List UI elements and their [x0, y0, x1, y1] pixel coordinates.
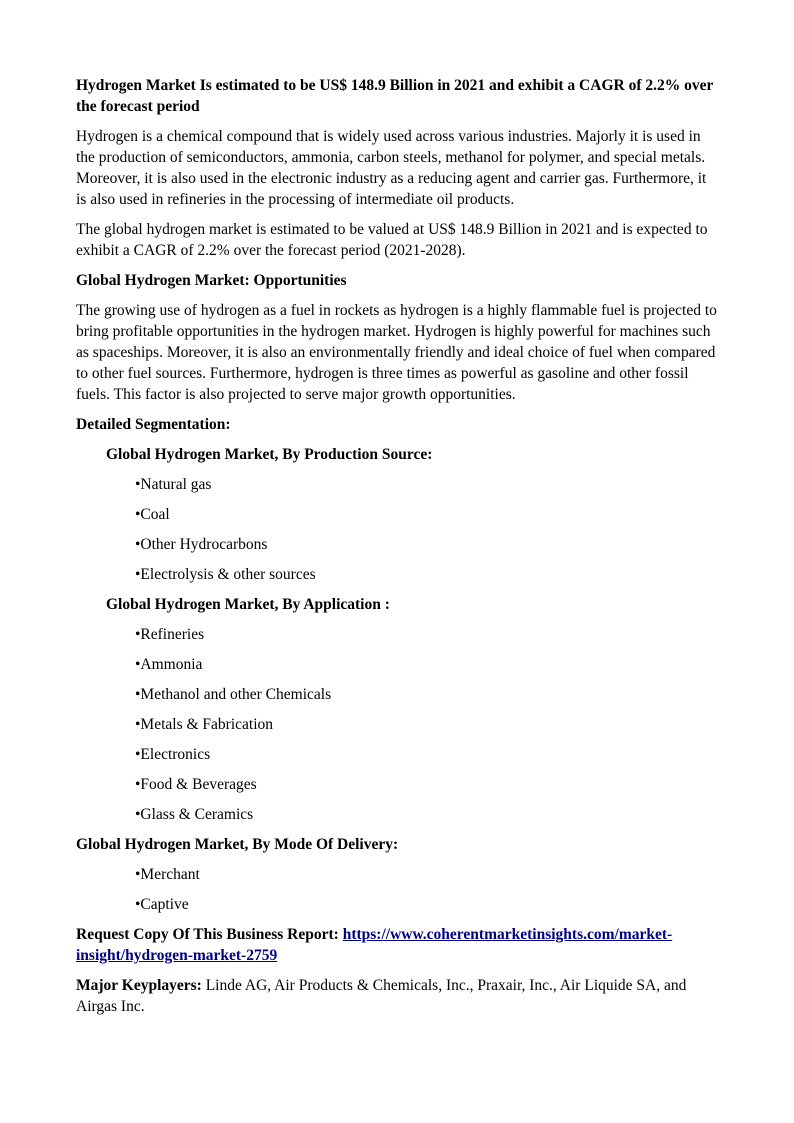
document-title: Hydrogen Market Is estimated to be US$ 148.9 Billion in 2021 and exhibit a CAGR of 2.2% over the forecast period [76, 77, 714, 115]
list-item: •Electronics [135, 746, 211, 763]
application-heading: Global Hydrogen Market, By Application : [106, 596, 390, 613]
list-item: •Methanol and other Chemicals [135, 686, 332, 703]
keyplayers-label: Major Keyplayers: [76, 977, 202, 994]
opportunities-heading: Global Hydrogen Market: Opportunities [76, 272, 347, 289]
document-page [76, 75, 718, 1026]
keyplayers-text: Linde AG, Air Products & Chemicals, Inc., Praxair, Inc., Air Liquide SA, and Airgas Inc. [76, 977, 687, 1015]
list-item: •Other Hydrocarbons [135, 536, 268, 553]
list-item: •Captive [135, 896, 189, 913]
list-item: •Glass & Ceramics [135, 806, 254, 823]
intro-paragraph: Hydrogen is a chemical compound that is widely used across various industries. Majorly it is used in the production of semiconductors, ammonia, carbon steels, methanol for polymer, and special metals. Moreover, it is also used in the electronic industry as a reducing agent and carrier gas. Furthermore, it is also used in refineries in the processing of intermediate oil products. [76, 128, 707, 208]
list-item: •Natural gas [135, 476, 212, 493]
list-item: •Electrolysis & other sources [135, 566, 316, 583]
list-item: •Merchant [135, 866, 200, 883]
list-item: •Metals & Fabrication [135, 716, 274, 733]
production-source-heading: Global Hydrogen Market, By Production Source: [106, 446, 433, 463]
request-copy-line [76, 924, 718, 966]
list-item: •Refineries [135, 626, 205, 643]
keyplayers-line [76, 975, 718, 1017]
segmentation-heading: Detailed Segmentation: [76, 416, 231, 433]
market-value-paragraph: The global hydrogen market is estimated to be valued at US$ 148.9 Billion in 2021 and is expected to exhibit a CAGR of 2.2% over the forecast period (2021-2028). [76, 221, 708, 259]
list-item: •Coal [135, 506, 170, 523]
report-link[interactable]: https://www.coherentmarketinsights.com/market-insight/hydrogen-market-2759 [76, 926, 673, 964]
delivery-heading: Global Hydrogen Market, By Mode Of Delivery: [76, 836, 399, 853]
list-item: •Food & Beverages [135, 776, 257, 793]
opportunities-paragraph: The growing use of hydrogen as a fuel in rockets as hydrogen is a highly flammable fuel is projected to bring profitable opportunities in the hydrogen market. Hydrogen is highly powerful for machines such as spaceships. Moreover, it is also an environmentally friendly and ideal choice of fuel when compared to other fuel sources. Furthermore, hydrogen is three times as powerful as gasoline and other fossil fuels. This factor is also projected to serve major growth opportunities. [76, 302, 717, 403]
request-copy-label: Request Copy Of This Business Report: [76, 926, 343, 943]
list-item: •Ammonia [135, 656, 203, 673]
